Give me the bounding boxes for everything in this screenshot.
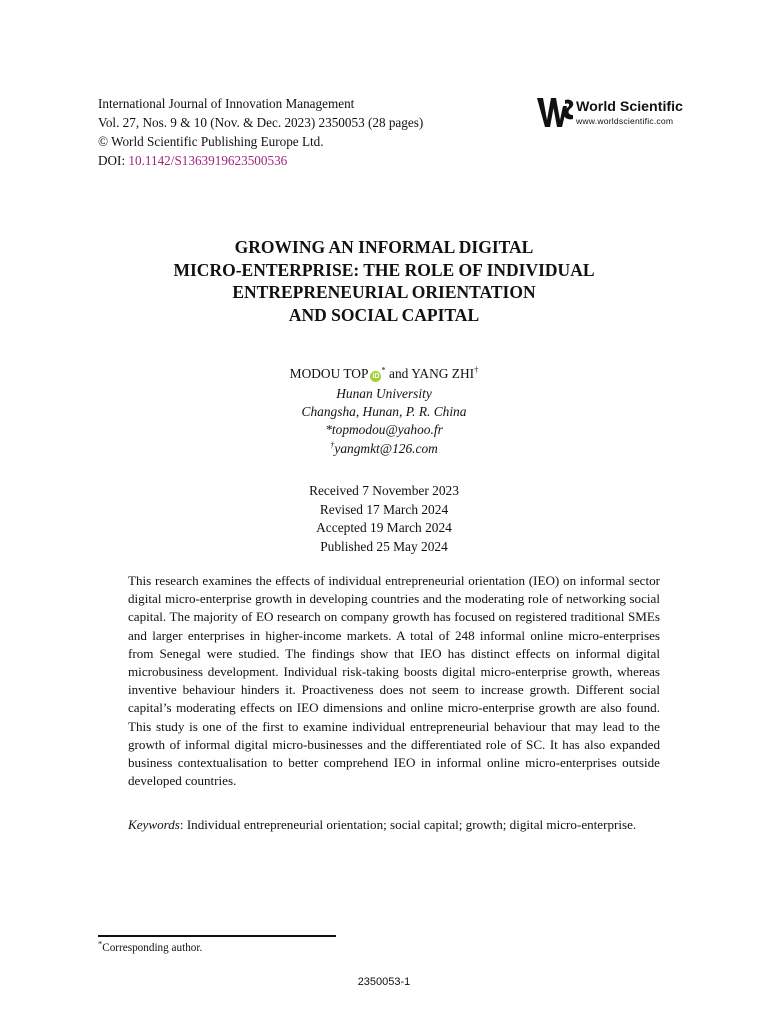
footnote-divider xyxy=(98,935,336,937)
footnote-text: Corresponding author. xyxy=(102,942,203,954)
title-line: MICRO-ENTERPRISE: THE ROLE OF INDIVIDUAL xyxy=(173,259,595,280)
author-2: YANG ZHI xyxy=(411,366,475,381)
author-2-email-line xyxy=(0,440,768,458)
author-2-email[interactable]: yangmkt@126.com xyxy=(334,440,438,456)
footnote-mark: * xyxy=(98,938,103,949)
publisher-name: World Scientific xyxy=(576,99,683,115)
publisher-logo xyxy=(536,96,696,130)
abstract-text: This research examines the effects of individual entrepreneurial orientation (IEO) on informal sector digital micro-enterprise growth in developing countries and the moderating role of networking social capital. The majority of EO research on company growth has focused on registered traditional SMEs and larger enterprises in higher-income markets. A total of 248 informal online micro-enterprises from Senegal were studied. The findings show that IEO has distinct effects on informal digital microbusiness development. Individual risk-taking boosts digital micro-enterprise growth, whereas inventive behaviour hinders it. Proactiveness does not seem to increase growth. Different social capital’s moderating effects on IEO dimensions and online micro-enterprise growth are also found. This study is one of the first to examine individual entrepreneurial behaviour that may lead to the growth of informal digital micro-businesses and the differentiated role of SC. It has also expanded business contextualisation to better comprehend IEO in informal online micro-enterprises outside developed countries. xyxy=(128,573,660,789)
title-line: GROWING AN INFORMAL DIGITAL xyxy=(234,237,534,257)
world-scientific-logo-icon xyxy=(536,96,576,130)
title-line: AND SOCIAL CAPITAL xyxy=(288,304,480,325)
journal-info xyxy=(98,94,423,170)
date-revised: Revised 17 March 2024 xyxy=(319,501,449,517)
abstract xyxy=(128,572,660,790)
page-number: 2350053-1 xyxy=(357,976,411,988)
copyright-line: © World Scientific Publishing Europe Ltd. xyxy=(98,134,324,149)
volume-line: Vol. 27, Nos. 9 & 10 (Nov. & Dec. 2023) 2350053 (28 pages) xyxy=(98,115,424,130)
keywords-text: Individual entrepreneurial orientation; social capital; growth; digital micro-enterprise. xyxy=(186,817,637,832)
keywords-separator: : xyxy=(179,817,187,832)
doi-line xyxy=(98,151,423,170)
journal-name: International Journal of Innovation Management xyxy=(98,96,355,111)
orcid-icon[interactable]: iD xyxy=(372,373,380,380)
author-conjunction: and xyxy=(389,366,409,381)
keywords-label: Keywords xyxy=(128,817,180,832)
author-1: MODOU TOP xyxy=(289,366,369,381)
affiliation-university: Hunan University xyxy=(336,386,432,401)
author-2-email-mark: † xyxy=(330,439,335,450)
affiliation xyxy=(0,385,768,458)
authors-line xyxy=(0,365,768,383)
author-1-mark: * xyxy=(381,364,386,375)
title-line: ENTREPRENEURIAL ORIENTATION xyxy=(232,282,536,303)
keywords xyxy=(128,816,660,834)
date-received: Received 7 November 2023 xyxy=(309,483,459,498)
history-dates xyxy=(0,482,768,556)
doi-label: DOI: xyxy=(98,153,129,168)
author-1-email[interactable]: *topmodou@yahoo.fr xyxy=(325,422,443,438)
keywords-paragraph xyxy=(128,816,660,834)
date-published: Published 25 May 2024 xyxy=(320,538,448,554)
date-accepted: Accepted 19 March 2024 xyxy=(316,520,452,536)
footnote xyxy=(98,938,203,954)
doi-link[interactable]: 10.1142/S1363919623500536 xyxy=(128,153,288,168)
article-title xyxy=(0,236,768,326)
publisher-url[interactable]: www.worldscientific.com xyxy=(576,116,674,126)
affiliation-location: Changsha, Hunan, P. R. China xyxy=(301,404,467,420)
author-2-mark: † xyxy=(474,364,479,375)
